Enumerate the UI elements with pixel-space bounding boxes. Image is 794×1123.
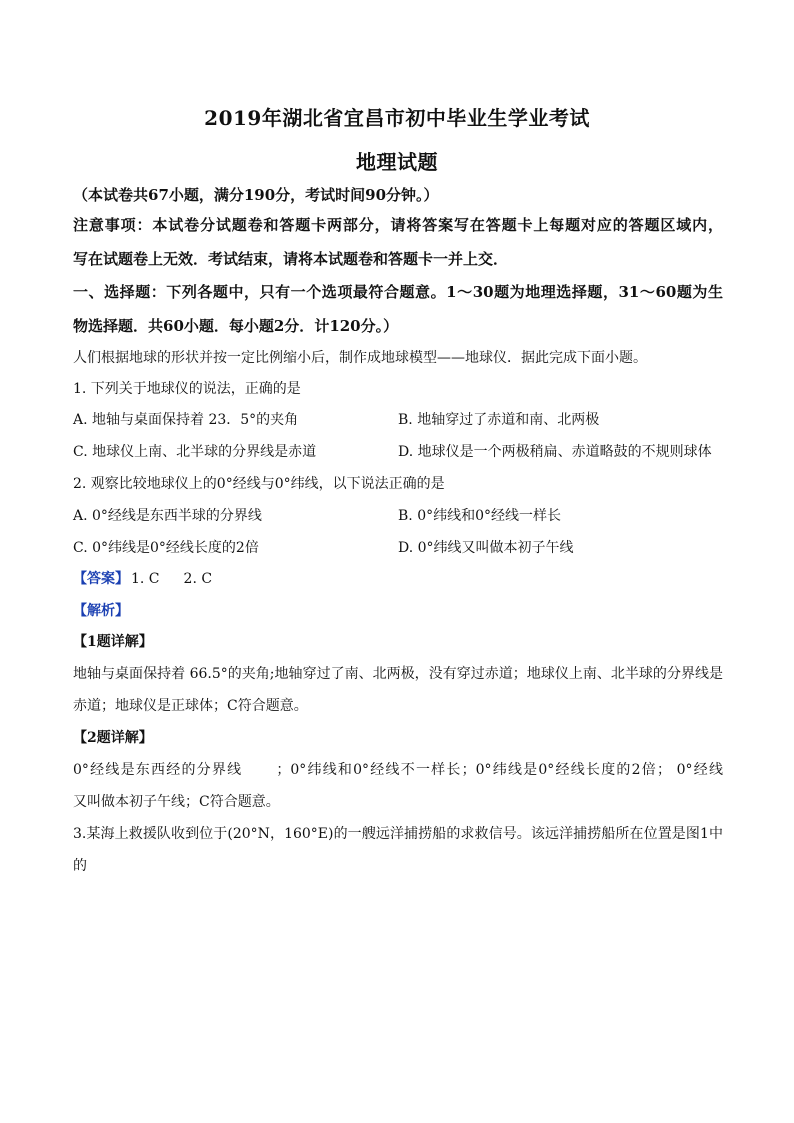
q2-detail-line-2: 又叫做本初子午线；C符合题意。 <box>73 794 280 810</box>
notice-line-1: 注意事项：本试卷分试题卷和答题卡两部分，请将答案写在答题卡上每题对应的答题区域内， <box>73 216 723 234</box>
q2-option-c: C. 0°纬线是0°经线长度的2倍 <box>73 540 259 556</box>
q2-option-b: B. 0°纬线和0°经线一样长 <box>398 508 562 524</box>
answer-label: 【答案】 <box>73 571 129 587</box>
analysis-heading <box>73 600 723 620</box>
answer-1: 1. C <box>131 571 160 587</box>
q1-option-b: B. 地轴穿过了赤道和南、北两极 <box>398 412 600 428</box>
section-heading-line-1: 一、选择题：下列各题中，只有一个选项最符合题意。1～30题为地理选择题，31～60题为生 <box>73 283 723 301</box>
exam-info: （本试卷共67小题，满分190分，考试时间90分钟。） <box>73 186 439 204</box>
q2-detail-line-1: 0°经线是东西经的分界线 ；0°纬线和0°经线不一样长；0°纬线是0°经线长度的2倍； 0°经线 <box>73 762 723 778</box>
q2-option-d: D. 0°纬线又叫做本初子午线 <box>398 540 574 556</box>
answer-2: 2. C <box>183 571 213 587</box>
q1-detail-heading: 【1题详解】 <box>73 634 153 650</box>
section-heading-line-2: 物选择题．共60小题．每小题2分．计120分。） <box>73 317 399 335</box>
question-2: 2. 观察比较地球仪上的0°经线与0°纬线，以下说法正确的是 <box>73 476 445 492</box>
exam-title: 2019年湖北省宜昌市初中毕业生学业考试 <box>204 106 590 130</box>
q1-detail-line-1: 地轴与桌面保持着 66.5°的夹角;地轴穿过了南、北两极，没有穿过赤道；地球仪上南、北半球的分界线是 <box>73 666 723 682</box>
q2-option-a: A. 0°经线是东西半球的分界线 <box>73 508 262 524</box>
q1-option-c: C. 地球仪上南、北半球的分界线是赤道 <box>73 444 317 460</box>
question-1: 1. 下列关于地球仪的说法，正确的是 <box>73 381 301 397</box>
question-stem: 人们根据地球的形状并按一定比例缩小后，制作成地球模型——地球仪．据此完成下面小题。 <box>73 350 647 366</box>
q1-option-d: D. 地球仪是一个两极稍扁、赤道略鼓的不规则球体 <box>398 444 712 460</box>
answer-row <box>73 568 723 588</box>
analysis-label: 【解析】 <box>73 603 129 619</box>
exam-subtitle: 地理试题 <box>356 150 438 174</box>
question-3-line-1: 3.某海上救援队收到位于(20°N，160°E)的一艘远洋捕捞船的求救信号。该远洋捕捞船所在位置是图1中 <box>73 826 723 842</box>
q2-detail-heading: 【2题详解】 <box>73 730 153 746</box>
q1-detail-line-2: 赤道；地球仪是正球体；C符合题意。 <box>73 698 308 714</box>
question-3-line-2: 的 <box>73 858 87 874</box>
notice-line-2: 写在试题卷上无效．考试结束，请将本试题卷和答题卡一并上交． <box>73 250 509 268</box>
q1-option-a: A. 地轴与桌面保持着 23．5°的夹角 <box>73 412 299 428</box>
